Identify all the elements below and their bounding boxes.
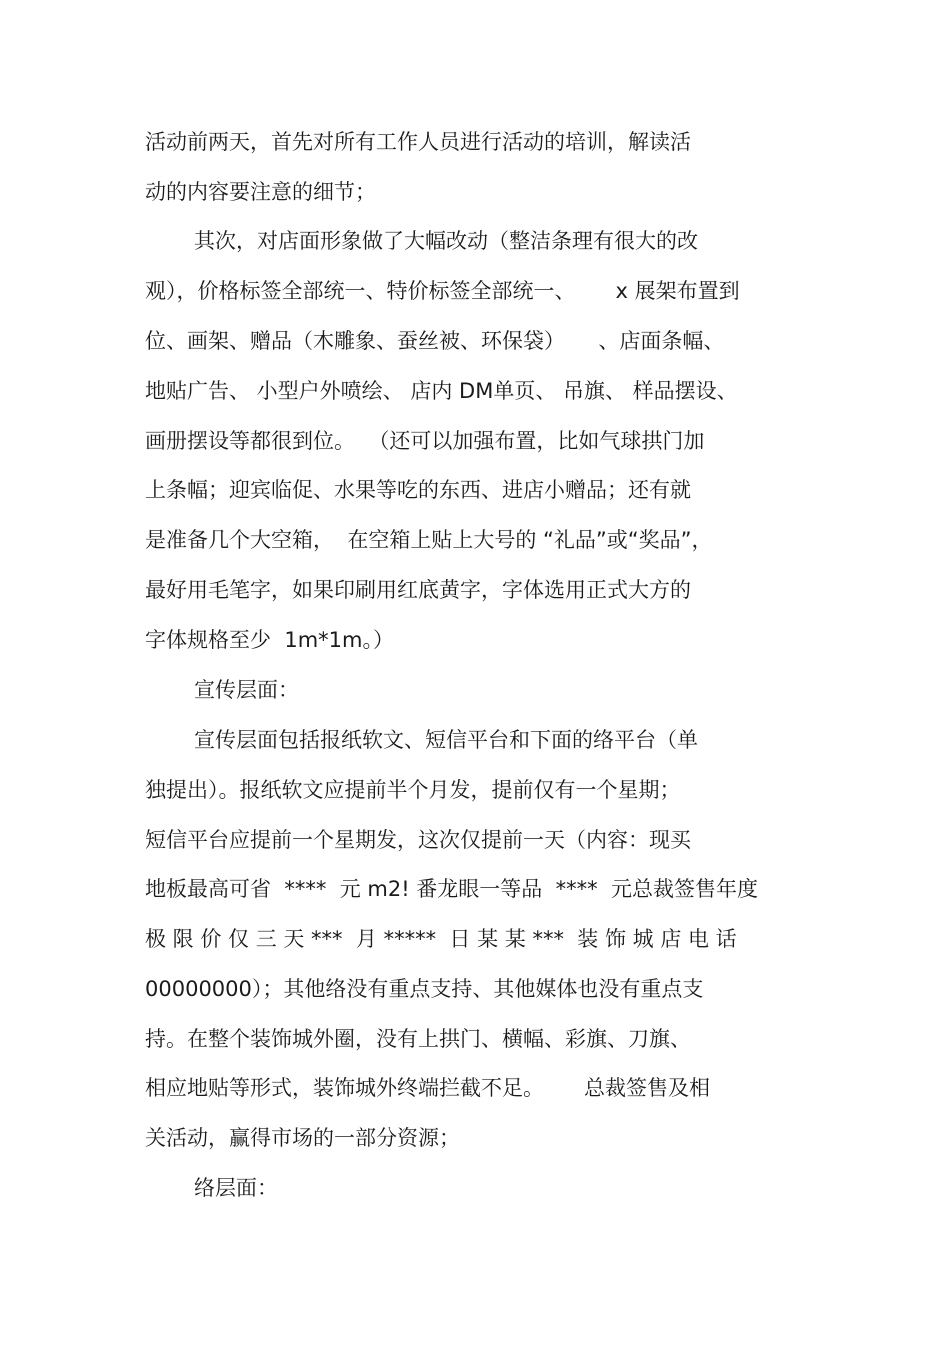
text-line: 是准备几个大空箱， 在空箱上贴上大号的 “礼品”或“奖品”，: [145, 528, 713, 552]
text-line: 地贴广告、 小型户外喷绘、 店内 DM单页、 吊旗、 样品摆设、: [145, 379, 738, 403]
text-line: 关活动，赢得市场的一部分资源；: [145, 1126, 460, 1150]
text-line: 短信平台应提前一个星期发，这次仅提前一天（内容：现买: [145, 828, 691, 852]
paragraph-start-line: 宣传层面包括报纸软文、短信平台和下面的络平台（单: [194, 728, 698, 752]
text-line: 独提出）。报纸软文应提前半个月发，提前仅有一个星期；: [145, 778, 681, 802]
text-line: 字体规格至少 1m*1m。）: [145, 628, 394, 652]
text-line: 上条幅；迎宾临促、水果等吃的东西、进店小赠品；还有就: [145, 478, 691, 502]
text-line: 最好用毛笔字，如果印刷用红底黄字，字体选用正式大方的: [145, 578, 691, 602]
text-line: 位、画架、赠品（木雕象、蚕丝被、环保袋） 、店面条幅、: [145, 329, 725, 353]
text-line: 相应地贴等形式，装饰城外终端拦截不足。 总裁签售及相: [145, 1076, 711, 1100]
text-line: 极 限 价 仅 三 天 *** 月 ***** 日 某 某 *** 装 饰 城 店 电 话: [145, 927, 737, 951]
paragraph-start-line: 其次，对店面形象做了大幅改动（整洁条理有很大的改: [194, 229, 698, 253]
section-heading-publicity: 宣传层面：: [194, 678, 299, 702]
text-line: 动的内容要注意的细节；: [145, 180, 376, 204]
text-line: 画册摆设等都很到位。 （还可以加强布置，比如气球拱门加: [145, 429, 705, 453]
text-line: 观），价格标签全部统一、特价标签全部统一、 x 展架布置到: [145, 279, 740, 303]
text-line: 00000000）；其他络没有重点支持、其他媒体也没有重点支: [145, 977, 704, 1001]
text-line: 地板最高可省 **** 元 m2! 番龙眼一等品 **** 元总裁签售年度: [145, 877, 758, 901]
section-heading-network: 络层面：: [194, 1176, 278, 1200]
text-line: 持。在整个装饰城外圈，没有上拱门、横幅、彩旗、刀旗、: [145, 1027, 691, 1051]
text-line: 活动前两天，首先对所有工作人员进行活动的培训，解读活: [145, 130, 691, 154]
